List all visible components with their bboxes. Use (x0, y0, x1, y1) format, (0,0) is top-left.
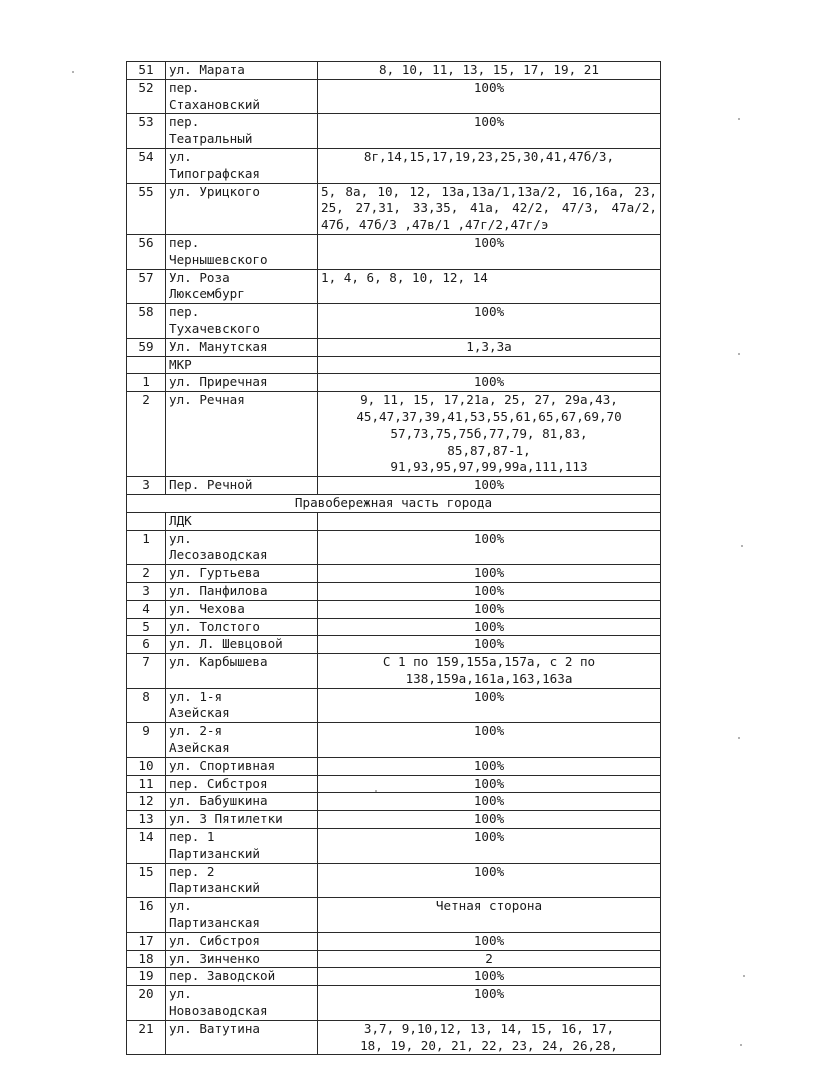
street-name: пер. 1 Партизанский (166, 829, 318, 864)
house-numbers: 100% (318, 757, 661, 775)
street-name: Ул. Манутская (166, 338, 318, 356)
row-number: 12 (127, 793, 166, 811)
street-name: ул. Марата (166, 62, 318, 80)
street-name: пер. Чернышевского (166, 234, 318, 269)
table-row (127, 618, 661, 636)
row-number: 51 (127, 62, 166, 80)
table-row (127, 183, 661, 234)
street-name: ул. 3 Пятилетки (166, 811, 318, 829)
table-row (127, 654, 661, 689)
street-name: ул. Речная (166, 392, 318, 477)
table-row (127, 968, 661, 986)
table-row (127, 304, 661, 339)
row-number: 6 (127, 636, 166, 654)
street-name: ул. 2-я Азейская (166, 723, 318, 758)
house-numbers: 100% (318, 477, 661, 495)
house-numbers: 100% (318, 863, 661, 898)
row-number: 9 (127, 723, 166, 758)
house-numbers: 100% (318, 829, 661, 864)
house-numbers: 100% (318, 530, 661, 565)
house-numbers: 100% (318, 968, 661, 986)
house-numbers: 100% (318, 723, 661, 758)
row-number: 3 (127, 582, 166, 600)
house-numbers: 100% (318, 793, 661, 811)
table-row (127, 863, 661, 898)
table-row (127, 356, 661, 374)
row-number: 1 (127, 530, 166, 565)
street-name: пер. Заводской (166, 968, 318, 986)
street-name: ул. Спортивная (166, 757, 318, 775)
table-row (127, 477, 661, 495)
street-name: ул. Типографская (166, 148, 318, 183)
house-numbers: Четная сторона (318, 898, 661, 933)
table-row (127, 530, 661, 565)
house-numbers: 100% (318, 600, 661, 618)
row-number: 7 (127, 654, 166, 689)
row-number (127, 356, 166, 374)
section-header-row (127, 494, 661, 512)
row-number: 21 (127, 1020, 166, 1055)
street-name: пер. 2 Партизанский (166, 863, 318, 898)
table-row (127, 950, 661, 968)
house-numbers: 100% (318, 234, 661, 269)
street-name: ул. Сибстроя (166, 932, 318, 950)
address-table-body (127, 62, 665, 1055)
row-number: 19 (127, 968, 166, 986)
street-name: ул. Ватутина (166, 1020, 318, 1055)
row-number: 5 (127, 618, 166, 636)
street-name: ул. Приречная (166, 374, 318, 392)
house-numbers: 100% (318, 932, 661, 950)
street-name: ул. Толстого (166, 618, 318, 636)
row-number: 52 (127, 79, 166, 114)
house-numbers: 100% (318, 304, 661, 339)
table-row (127, 269, 661, 304)
row-number: 16 (127, 898, 166, 933)
row-number: 13 (127, 811, 166, 829)
row-number: 11 (127, 775, 166, 793)
street-name: МКР (166, 356, 318, 374)
street-name: ул. Л. Шевцовой (166, 636, 318, 654)
row-number: 55 (127, 183, 166, 234)
row-number: 20 (127, 986, 166, 1021)
table-row (127, 775, 661, 793)
row-number: 3 (127, 477, 166, 495)
row-number: 15 (127, 863, 166, 898)
row-number: 57 (127, 269, 166, 304)
street-name: ул. Панфилова (166, 582, 318, 600)
house-numbers: 5, 8а, 10, 12, 13а,13а/1,13а/2, 16,16а, 23, 25, 27,31, 33,35, 41а, 42/2, 47/3, 47а/2, 47б, 47б/3 ,47в/1 ,47г/2,47г/э (318, 183, 661, 234)
table-row (127, 898, 661, 933)
street-name: ул. Лесозаводская (166, 530, 318, 565)
street-name: ул. Бабушкина (166, 793, 318, 811)
table-row (127, 757, 661, 775)
house-numbers: 3,7, 9,10,12, 13, 14, 15, 16, 17, 18, 19, 20, 21, 22, 23, 24, 26,28, (318, 1020, 661, 1055)
table-row (127, 811, 661, 829)
table-row (127, 688, 661, 723)
table-row (127, 582, 661, 600)
house-numbers: 100% (318, 374, 661, 392)
table-row (127, 374, 661, 392)
house-numbers: 8, 10, 11, 13, 15, 17, 19, 21 (318, 62, 661, 80)
row-number: 54 (127, 148, 166, 183)
house-numbers: С 1 по 159,155а,157а, с 2 по 138,159а,161а,163,163а (318, 654, 661, 689)
table-row (127, 148, 661, 183)
house-numbers: 100% (318, 986, 661, 1021)
street-name: ул. 1-я Азейская (166, 688, 318, 723)
row-number: 17 (127, 932, 166, 950)
row-number: 53 (127, 114, 166, 149)
table-row (127, 986, 661, 1021)
street-name: ул. Карбышева (166, 654, 318, 689)
row-number: 10 (127, 757, 166, 775)
row-number: 58 (127, 304, 166, 339)
street-name: пер. Тухачевского (166, 304, 318, 339)
row-number: 1 (127, 374, 166, 392)
row-number: 18 (127, 950, 166, 968)
row-number: 59 (127, 338, 166, 356)
row-number: 2 (127, 565, 166, 583)
table-row (127, 1020, 661, 1055)
street-name: ул. Гуртьева (166, 565, 318, 583)
row-number: 56 (127, 234, 166, 269)
street-name: Ул. Роза Люксембург (166, 269, 318, 304)
house-numbers: 100% (318, 79, 661, 114)
house-numbers: 8г,14,15,17,19,23,25,30,41,47б/3, (318, 148, 661, 183)
row-number: 14 (127, 829, 166, 864)
table-row (127, 338, 661, 356)
house-numbers: 100% (318, 636, 661, 654)
house-numbers: 1,3,3а (318, 338, 661, 356)
row-number: 2 (127, 392, 166, 477)
street-name: ул. Зинченко (166, 950, 318, 968)
table-row (127, 392, 661, 477)
street-name: ул. Чехова (166, 600, 318, 618)
table-row (127, 793, 661, 811)
table-row (127, 114, 661, 149)
house-numbers: 9, 11, 15, 17,21а, 25, 27, 29а,43, 45,47,37,39,41,53,55,61,65,67,69,70 57,73,75,75б,77,79, 81,83, 85,87,87-1, 91,93,95,97,99,99а,111,113 (318, 392, 661, 477)
table-row (127, 62, 661, 80)
row-number (127, 512, 166, 530)
house-numbers (318, 356, 661, 374)
row-number: 8 (127, 688, 166, 723)
street-name: пер. Стахановский (166, 79, 318, 114)
house-numbers: 100% (318, 114, 661, 149)
table-row (127, 600, 661, 618)
house-numbers: 100% (318, 811, 661, 829)
address-table (126, 61, 665, 1055)
table-row (127, 79, 661, 114)
house-numbers: 100% (318, 582, 661, 600)
table-row (127, 565, 661, 583)
house-numbers: 2 (318, 950, 661, 968)
street-name: ул. Новозаводская (166, 986, 318, 1021)
section-title: Правобережная часть города (127, 494, 661, 512)
street-name: ЛДК (166, 512, 318, 530)
street-name: пер. Театральный (166, 114, 318, 149)
house-numbers (318, 512, 661, 530)
table-row (127, 723, 661, 758)
street-name: Пер. Речной (166, 477, 318, 495)
house-numbers: 100% (318, 618, 661, 636)
table-row (127, 829, 661, 864)
row-number: 4 (127, 600, 166, 618)
table-row (127, 234, 661, 269)
table-row (127, 932, 661, 950)
table-row (127, 512, 661, 530)
house-numbers: 100% (318, 775, 661, 793)
document-page (126, 61, 665, 1055)
house-numbers: 100% (318, 688, 661, 723)
house-numbers: 1, 4, 6, 8, 10, 12, 14 (318, 269, 661, 304)
street-name: ул. Урицкого (166, 183, 318, 234)
table-row (127, 636, 661, 654)
street-name: ул. Партизанская (166, 898, 318, 933)
street-name: пер. Сибстроя (166, 775, 318, 793)
house-numbers: 100% (318, 565, 661, 583)
